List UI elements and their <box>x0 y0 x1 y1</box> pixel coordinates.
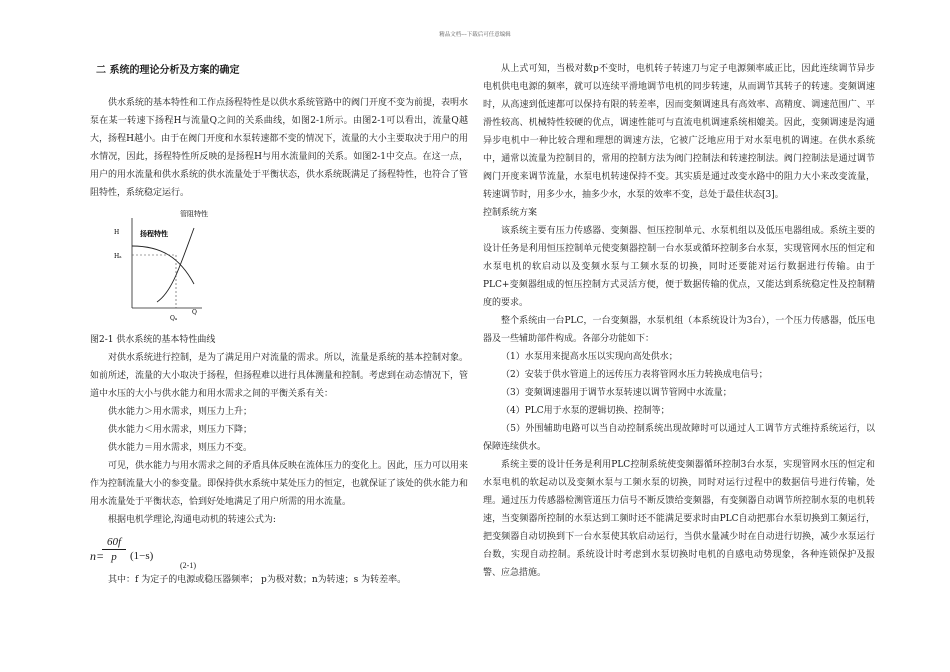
figure-caption: 图2-1 供水系统的基本特性曲线 <box>90 335 216 345</box>
paragraph: 整个系统由一台PLC，一台变频器，水泵机组（本系统设计为3台），一个压力传感器，低压电器及一些辅助部件构成。各部分功能如下： <box>483 316 875 344</box>
paragraph: 系统主要的设计任务是利用PLC控制系统使变频器循环控制3台水泵，实现管网水压的恒定和水泵电机的软起动以及变频水泵与工频水泵的切换，同时对运行过程中的数据信号进行传输，处理。通过压力传感器检测管道压力信号不断反馈给变频器，有变频器自动调节所控制水泵的电机转速，当变频器所控制的水泵达到工频时还不能满足要求时由PLC自动把那台水泵切换到工频运行，把变频器自动切换到下一台水泵使其软启动运行，当供水量减少时在自动进行切换，减少水泵运行台数，实现自动控制。系统设计时考虑到水泵切换时电机的自感电动势现象，各种连锁保护及报警、应急措施。 <box>483 460 875 578</box>
left-column <box>90 56 468 589</box>
label-head: 扬程特性 <box>140 229 168 238</box>
label-qa: Qₐ <box>170 315 178 322</box>
formula-fraction <box>102 535 126 564</box>
paragraph: 根据电机学理论,沟通电动机的转速公式为: <box>108 515 276 525</box>
formula-denominator: p <box>102 549 126 564</box>
equation-number: (2-1) <box>180 561 196 570</box>
condition-line: 供水能力＞用水需求，则压力上升； <box>108 407 253 417</box>
label-axis-h: H <box>114 229 120 236</box>
right-column <box>483 60 875 582</box>
paragraph: 从上式可知，当极对数p不变时，电机转子转速刀与定子电源频率戚正比，因此连续调节异步电机供电电源的频率，就可以连续平滑地调节电机的同步转速，从而调节其转子的转速。变频调速时，从高速到低速都可以保持有限的转差率，因而变频调速具有高效率、高精度、调速范围广、平滑性较高、机械特性较硬的优点，调速性能可与直流电机调速系统相媲美。因此，变频调速是沟通异步电机中一种比较合理和理想的调速方法，它被广泛地应用于对水泵电机的调速。在供水系统中，通常以流量为控制目的，常用的控制方法为阀门控制法和转速控制法。阀门控制法是通过调节阀门开度来调节流量，水泵电机转速保持不变。其实质是通过改变水路中的阻力大小来改变流量，转速调节时，用多少水，抽多少水，水泵的效率不变，总处于最佳状态[3]。 <box>483 64 875 200</box>
label-axis-q: Q <box>192 309 197 316</box>
list-item: （4）PLC用于水泵的逻辑切换、控制等； <box>501 406 670 416</box>
condition-line: 供水能力＜用水需求，则压力下降； <box>108 425 253 435</box>
subsection-title: 控制系统方案 <box>483 208 538 218</box>
pipe-resistance-curve <box>157 228 194 302</box>
paragraph: 对供水系统进行控制，是为了满足用户对流量的需求。所以，流量是系统的基本控制对象。如前所述，流量的大小取决于扬程，但扬程难以进行具体测量和控制。考虑到在动态情况下，管道中水压的大小与供水能力和用水需求之间的平衡关系有关： <box>90 353 469 399</box>
list-item: （1）水泵用来提高水压以实现向高处供水； <box>501 352 678 362</box>
label-ha: Hₐ <box>114 253 122 260</box>
paragraph: 其中：f 为定子的电源或稳压器频率； p为极对数；n为转速；s 为转差率。 <box>108 575 407 585</box>
list-item: （2）安装于供水管道上的远传压力表将管网水压力转换成电信号； <box>501 370 768 380</box>
page-header: 精品文档---下载后可任意编辑 <box>439 32 511 38</box>
condition-line: 供水能力＝用水需求，则压力不变。 <box>108 443 253 453</box>
list-item: （3）变频调速器用于调节水泵转速以调节管网中水流量； <box>501 388 732 398</box>
list-item: （5）外围辅助电路可以当自动控制系统出现故障时可以通过人工调节方式维持系统运行，以保障连续供水。 <box>483 424 875 452</box>
speed-formula <box>90 533 468 571</box>
head-characteristic-figure <box>102 206 282 331</box>
characteristic-curve-diagram <box>102 206 282 331</box>
paragraph: 可见，供水能力与用水需求之间的矛盾具体反映在流体压力的变化上。因此，压力可以用来作为控制流量大小的参变量。即保持供水系统中某处压力的恒定，也就保证了该处的供水能力和用水流量处于平衡状态，恰到好处地满足了用户所需的用水流量。 <box>90 461 469 507</box>
head-curve <box>132 246 194 284</box>
formula-numerator: 60f <box>106 536 122 548</box>
formula-rhs: (1−s) <box>130 550 154 562</box>
paragraph: 供水系统的基本特性和工作点扬程特性是以供水系统管路中的阀门开度不变为前提，表明水泵在某一转速下扬程H与流量Q之间的关系曲线，如图2-1所示。由图2-1可以看出，流量Q越大，扬程H越小。由于在阀门开度和水泵转速都不变的情况下，流量的大小主要取决于用户的用水情况，因此，扬程特性所反映的是扬程H与用水流量间的关系。如图2-1中交点。在这一点，用户的用水流量和供水系统的供水流量处于平衡状态，供水系统既满足了扬程特性，也符合了管阻特性，系统稳定运行。 <box>90 98 469 198</box>
label-pipe: 管阻特性 <box>180 210 208 218</box>
section-title: 二 系统的理论分析及方案的确定 <box>96 65 240 76</box>
paragraph: 该系统主要有压力传感器、变频器、恒压控制单元、水泵机组以及低压电器组成。系统主要的设计任务是利用恒压控制单元使变频器控制一台水泵或循环控制多台水泵，实现管网水压的恒定和水泵电机的软启动以及变频水泵与工频水泵的切换，同时还要能对运行数据进行传输。由于PLC+变频器组成的恒压控制方式灵活方便，便于数据传输的优点，又能达到系统稳定性及控制精度的要求。 <box>483 226 875 308</box>
formula-lhs: n= <box>90 549 105 563</box>
